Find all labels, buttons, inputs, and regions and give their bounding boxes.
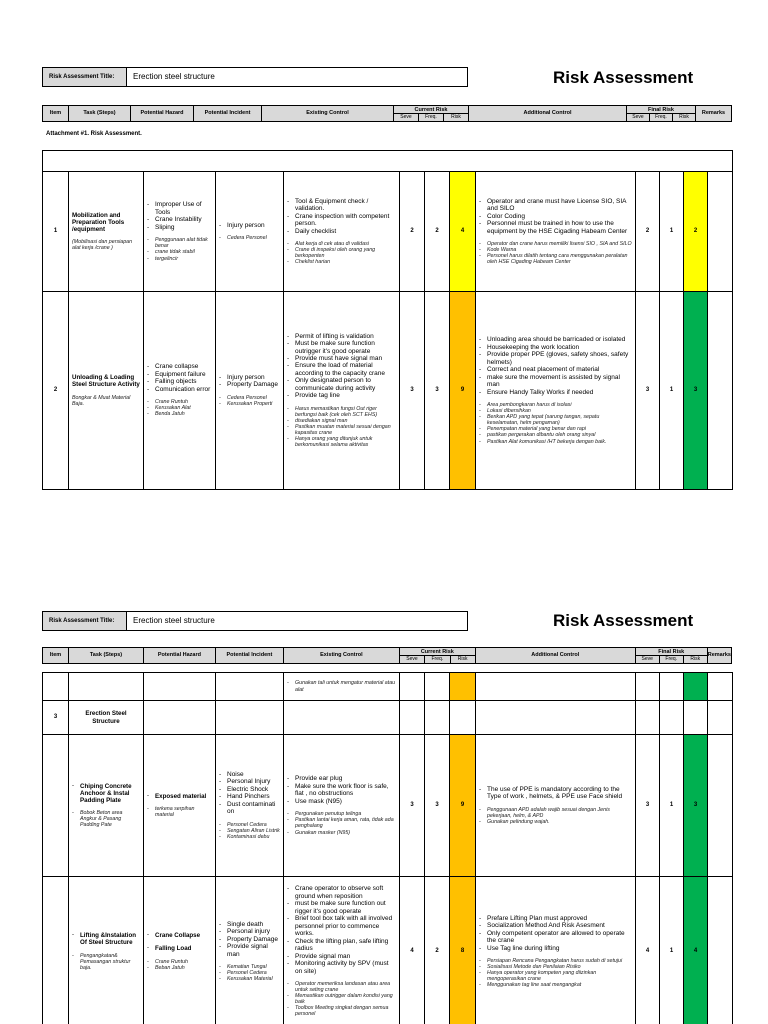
col-item: Item	[43, 106, 69, 121]
col-incident: Potential Incident	[194, 106, 262, 121]
final-risk-badge: 3	[684, 735, 708, 877]
title-box	[42, 611, 468, 631]
table-row: - Gunakan tali untuk mengatur material atau alat	[43, 673, 733, 701]
risk-badge: 9	[450, 735, 476, 877]
title-value: Erection steel structure	[133, 616, 215, 626]
risk-badge: 9	[450, 292, 476, 490]
col-task: Task (Steps)	[69, 106, 131, 121]
title-value: Erection steel structure	[133, 72, 215, 82]
table-row: - Chiping Concrete Anchoor & Instal Padding Plate - Bobok Beton area Angkur & Pasang Padding Pate - Exposed material - terkena serpihan material - Noise - Personal Injury - Electric Shock - Hand Pinchers - Dust contaminati on - Personel Cedera - Sengatan Aliran Listrik - Kontaminasi debu - Provide ear plug - Make sure the work floor is safe, flat , no obstructions - Use mask (N95) - Pergunakan penutup telinga - Pastikan lantai kerja aman, rata, tidak ada penghalang - Gunakan masker (N95) 3 3 9 - The use of PPE is mandatory according to the Type of work , helmets, & PPE use Face shield - Penggunaan APD adalah wajib sesuai dengan Jenis pekerjaan, helm, & APD - Gunakan pelindung wajah. 3 1 3	[43, 735, 733, 877]
title-label: Risk Assessment Title:	[43, 68, 127, 86]
title-label: Risk Assessment Title:	[43, 612, 127, 630]
page-heading: Risk Assessment	[553, 611, 694, 630]
risk-table-page1	[42, 150, 733, 490]
attachment-label: Attachment #1. Risk Assessment.	[46, 131, 142, 137]
risk-badge: 8	[450, 877, 476, 1024]
risk-badge: 4	[450, 172, 476, 292]
col-hazard: Potential Hazard	[131, 106, 194, 121]
final-risk-badge: 3	[684, 292, 708, 490]
final-risk-badge: 2	[684, 172, 708, 292]
empty-row	[43, 151, 733, 172]
table-row: 3 Erection Steel Structure	[43, 701, 733, 735]
final-risk-badge: 4	[684, 877, 708, 1024]
col-final-risk: Final Risk Seve Freq. Risk	[627, 106, 696, 121]
risk-table-page2	[42, 672, 733, 1024]
col-existing: Existing Control	[262, 106, 394, 121]
title-box	[42, 67, 468, 87]
col-remarks: Remarks	[701, 110, 726, 117]
col-additional: Additional Control	[469, 106, 627, 121]
table-row: 1 Mobilization and Preparation Tools /equipment (Mobilisasi dan persiapan alat kerja /crane ) - Improper Use of Tools - Crane Instability - Sliping - Penggunaan alat tidak benar - crane tidak stabil - tergelincir - Injury person - Cedera Personel - Tool & Equipment check / validation. - Crane inspection with competent person. - Daily checklist - Alat kerja di cek atau di validasi - Crane di inspeksi oleh orang yang berkopenten - Cheklist harian 2 2 4 - Operator and crane must have License SIO, SIA and SILO - Color Coding - Personnel must be trained in how to use the equipment by the HSE Cigading Habeam Center - Operator dan crane harus memiliki lisensi SIO , SIA and SILO - Kode Warna - Personel harus dilatih tentang cara menggunakan peralatan oleh HSE Cigading Habeam Center 2 1 2	[43, 172, 733, 292]
table-header	[42, 105, 732, 122]
table-row: 2 Unloading & Loading Steel Structure Activity Bongkar & Muat Material Baja. - Crane collapse - Equipment failure - Falling objects - Comunication error - Crane Runtuh - Kerusakan Alat - Benda Jatuh - Injury person - Property Damage - Cedera Personel - Kerusakan Properti - Permit of lifting is validation - Must be make sure function outrigger it's good operate - Provide must have signal man - Ensure the load of material according to the capacity crane - Only designated person to communicate during activity - Provide tag line - Harus memastikan fungsi Out riger berfungsi baik (cek oleh SCT EHS) - disediakan signal man - Pastikan muatan material sesuai dengan kapasitas crane - Hanya orang yang ditunjuk untuk berkomunikasi selama aktivitas 3 3 9 - Unloading area should be barricaded or isolated - Housekeeping the work location - Provide proper PPE (gloves, safety shoes, safety helmets) - Correct and neat placement of material - make sure the movement is assisted by signal man - Ensure Handy Talky Works if needed - Area pembongkaran harus di isolasi - Lokasi dibersihkan - Berikan APD yang tepat (sarung tangan, sepatu keselamatan, helm pengaman) - Penempatan material yang benar dan rapi - pastikan pergerakan dibantu oleh orang sinyal - Pastikan Alat komunikasi /HT bekerja dengan baik. 3 1 3	[43, 292, 733, 490]
page-heading: Risk Assessment	[553, 68, 694, 87]
col-current-risk: Current Risk Seve Freq. Risk	[394, 106, 469, 121]
table-header: Item Task (Steps) Potential Hazard Potential Incident Existing Control Current Risk Seve Freq. Risk Additional Control Final Risk Seve Freq. Risk Remarks	[42, 647, 732, 664]
table-row: - Lifting &Instalation Of Steel Structure - Pengangkatan& Pemasangan struktur baja. - Crane Collapse - Falling Load - Crane Runtuh - Beban Jatuh - Single death - Personal injury - Property Damage - Provide signal man - Kematian Tungal - Personel Cedera - Kerusakan Material - Crane operator to observe soft ground when reposition - must be make sure function out rigger it's good operate - Brief tool box talk with all involved personnel prior to commence works. - Check the lifting plan, safe lifting radius - Provide signal man - Monitoring activity by SPV (must on site) - Operator memeriksa landasan atau area untuk seting crane - Memastikan outrigger dalam kondisi yang baik - Toolbox Meeting singkat dengan semua personel 4 2 8 - Prefare Lifting Plan must approved - Socialization Method And Risk Asesment - Only competent operator are allowed to operate the crane - Use Tag line during lifting - Persiapan Rencana Pengangkatan harus sudah di setujui - Sosialisasi Metode dan Penilaian Risiko - Hanya operator yang kompeten yang diizinkan mengoperasikan crane - Menggunakan tag line saat mengangkat 4 1 4	[43, 877, 733, 1024]
